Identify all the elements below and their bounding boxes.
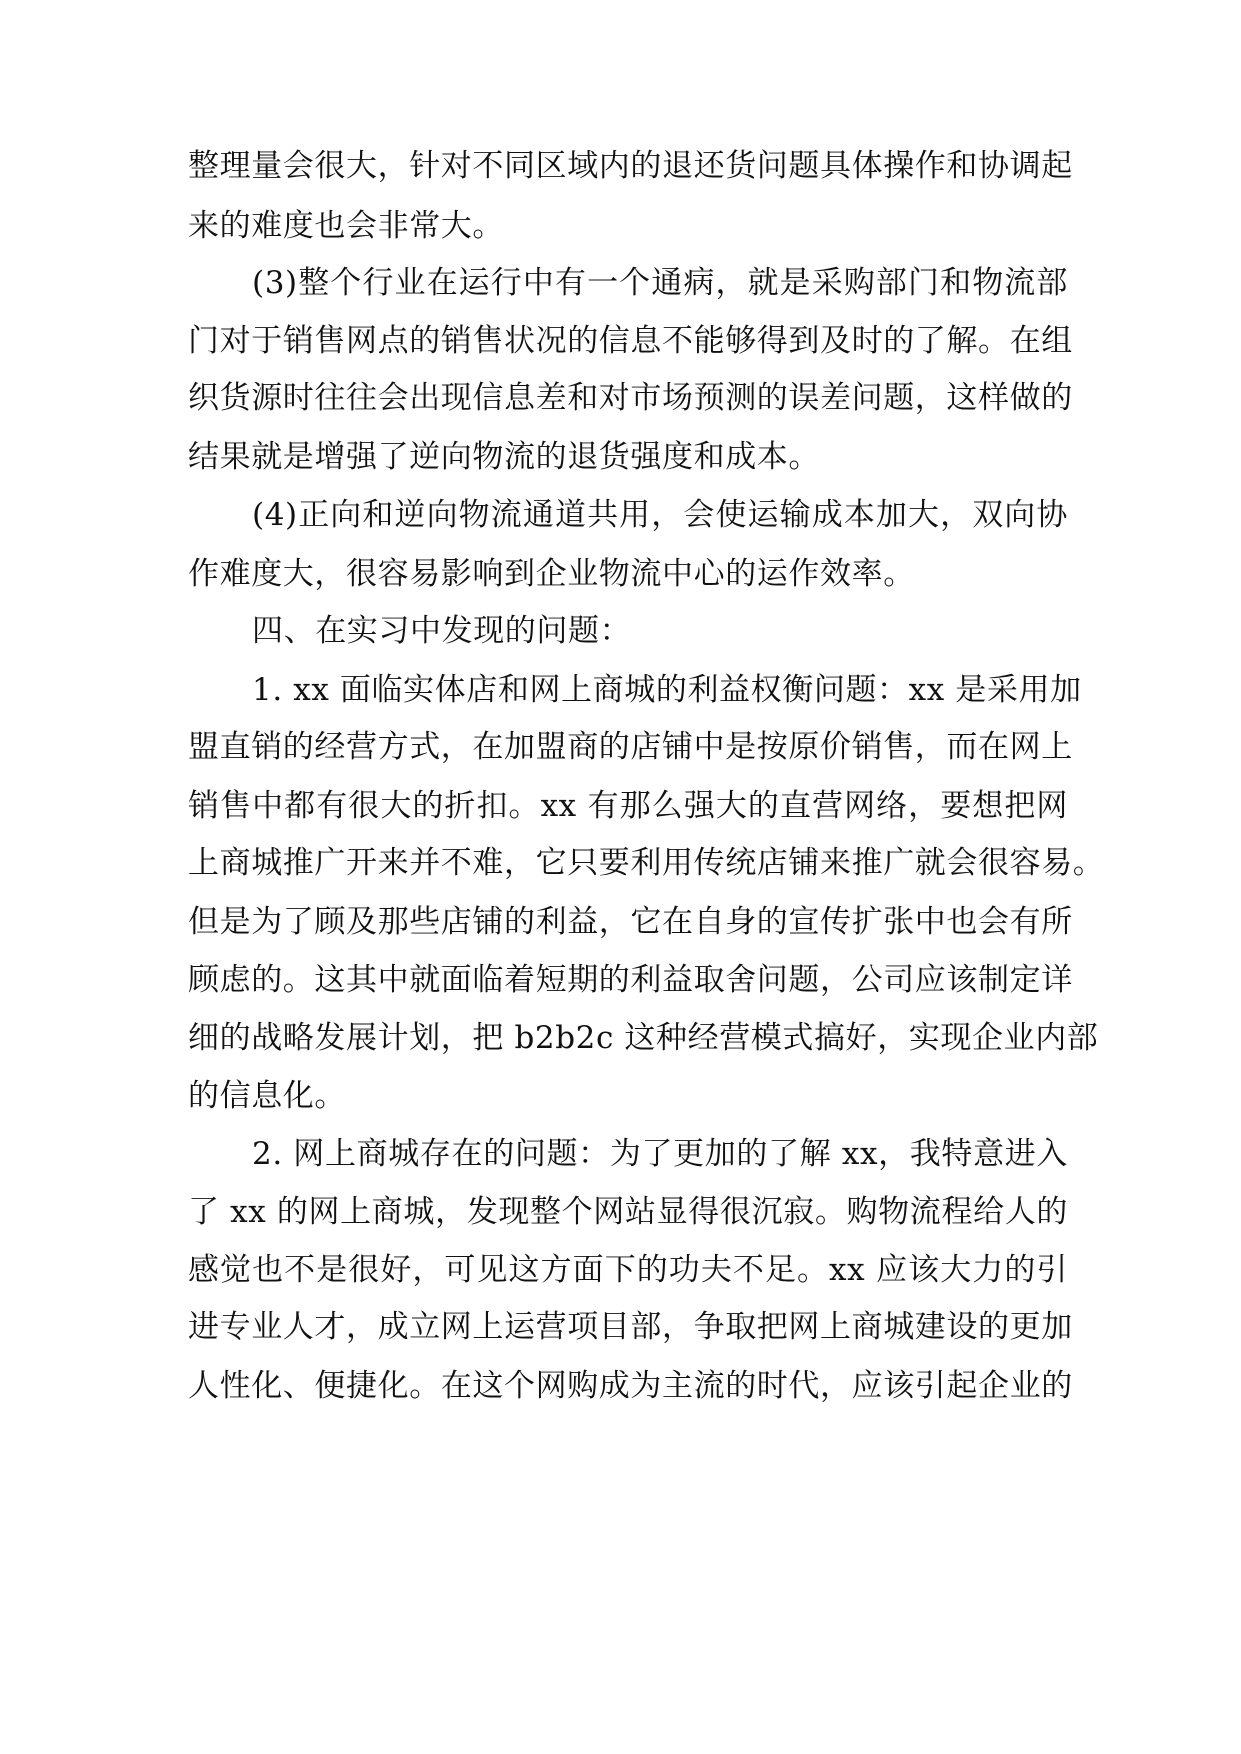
body-text-line: 的信息化。 [188, 1078, 346, 1114]
body-text-line: (3)整个行业在运行中有一个通病，就是采购部门和物流部 [252, 265, 1068, 301]
body-text-line: 人性化、便捷化。在这个网购成为主流的时代，应该引起企业的 [188, 1368, 1073, 1404]
body-text-line: 顾虑的。这其中就面临着短期的利益取舍问题，公司应该制定详 [188, 962, 1073, 998]
body-text-line: 作难度大，很容易影响到企业物流中心的运作效率。 [188, 556, 915, 592]
body-text-line: 整理量会很大，针对不同区域内的退还货问题具体操作和协调起 [188, 148, 1073, 184]
body-text-line: 上商城推广开来并不难，它只要利用传统店铺来推广就会很容易。 [188, 845, 1105, 881]
body-text-line: 织货源时往往会出现信息差和对市场预测的误差问题，这样做的 [188, 380, 1073, 416]
body-text-line: 门对于销售网点的销售状况的信息不能够得到及时的了解。在组 [188, 323, 1073, 359]
body-text-line: 了 xx 的网上商城，发现整个网站显得很沉寂。购物流程给人的 [188, 1194, 1068, 1230]
body-text-line: 2. 网上商城存在的问题：为了更加的了解 xx，我特意进入 [252, 1136, 1068, 1172]
body-text-line: 盟直销的经营方式，在加盟商的店铺中是按原价销售，而在网上 [188, 729, 1073, 765]
body-text-line: 但是为了顾及那些店铺的利益，它在自身的宣传扩张中也会有所 [188, 904, 1073, 940]
body-text-line: 1. xx 面临实体店和网上商城的利益权衡问题：xx 是采用加 [252, 672, 1082, 708]
section-heading: 四、在实习中发现的问题： [252, 613, 632, 649]
body-text-line: 进专业人才，成立网上运营项目部，争取把网上商城建设的更加 [188, 1309, 1073, 1345]
body-text-line: 感觉也不是很好，可见这方面下的功夫不足。xx 应该大力的引 [188, 1252, 1068, 1288]
body-text-line: 结果就是增强了逆向物流的退货强度和成本。 [188, 439, 820, 475]
body-text-line: 细的战略发展计划，把 b2b2c 这种经营模式搞好，实现企业内部 [188, 1020, 1099, 1056]
body-text-line: 来的难度也会非常大。 [188, 208, 504, 244]
body-text-line: 销售中都有很大的折扣。xx 有那么强大的直营网络，要想把网 [188, 788, 1068, 824]
body-text-line: (4)正向和逆向物流通道共用，会使运输成本加大，双向协 [252, 497, 1068, 533]
